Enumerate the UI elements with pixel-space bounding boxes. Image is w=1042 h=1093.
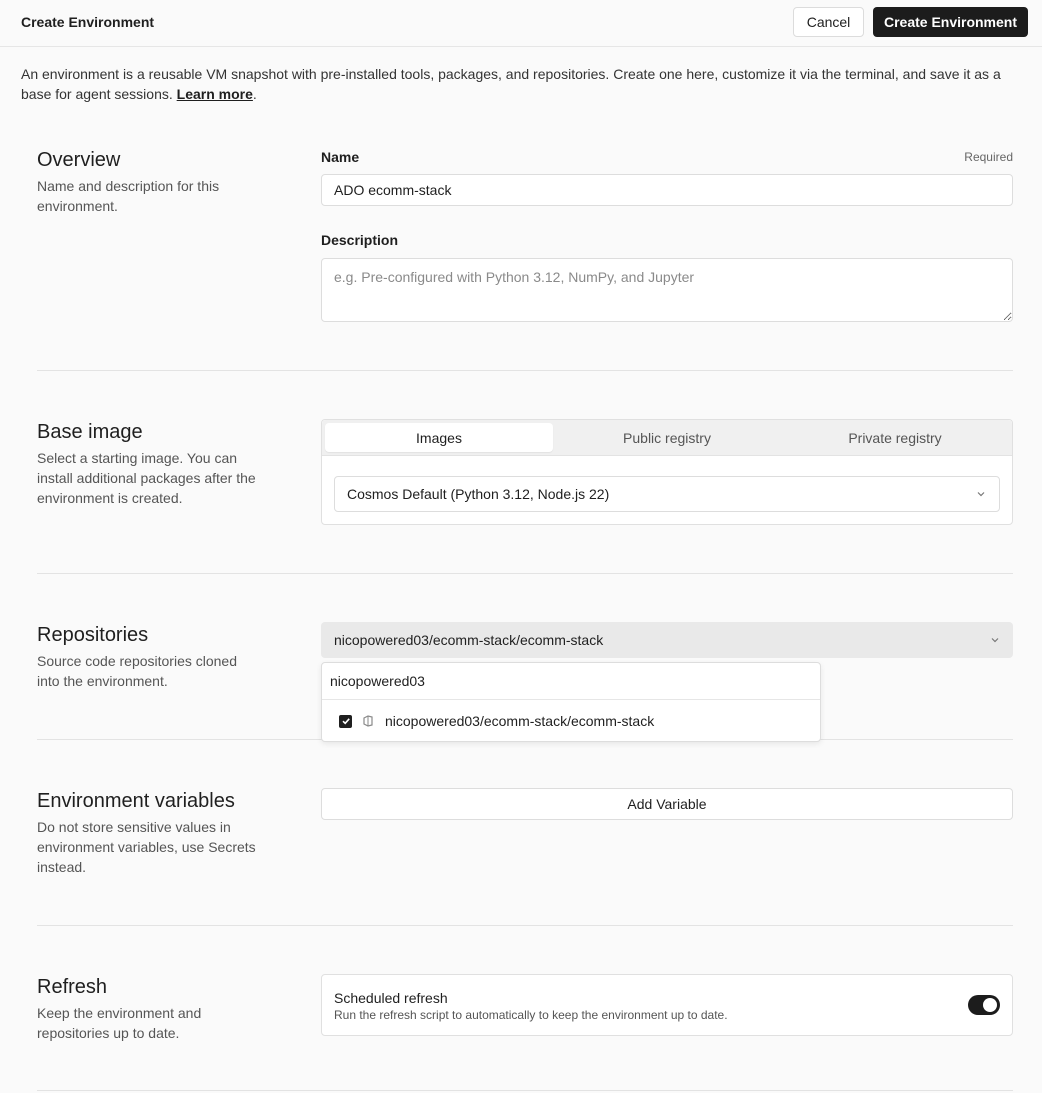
repository-option[interactable] [322, 701, 820, 741]
add-variable-button[interactable]: Add Variable [321, 788, 1013, 820]
learn-more-link[interactable]: Learn more [176, 86, 253, 102]
create-environment-button[interactable]: Create Environment [873, 7, 1028, 37]
scheduled-refresh-toggle[interactable] [968, 995, 1000, 1015]
refresh-title: Refresh [37, 976, 108, 998]
overview-description: Name and description for this environment. [37, 178, 220, 214]
description-label: Description [321, 232, 399, 248]
base-image-selected-value: Cosmos Default (Python 3.12, Node.js 22) [347, 486, 610, 502]
repositories-title: Repositories [37, 624, 149, 646]
repository-option-label: nicopowered03/ecomm-stack/ecomm-stack [385, 713, 655, 729]
header-bar [0, 0, 1042, 47]
required-label: Required [964, 150, 1013, 164]
name-label: Name [321, 149, 360, 165]
chevron-down-icon [989, 634, 1001, 646]
cancel-button[interactable]: Cancel [793, 7, 864, 37]
base-image-description: Select a starting image. You can install additional packages after the environment is created. [37, 450, 256, 506]
toggle-knob [983, 998, 997, 1012]
chevron-down-icon [975, 488, 987, 500]
repository-dropdown [321, 662, 821, 742]
section-divider [37, 573, 1013, 574]
check-icon [341, 716, 351, 726]
tab-images[interactable]: Images [325, 423, 553, 452]
image-source-tabs [322, 420, 1012, 456]
section-divider [37, 1090, 1013, 1091]
overview-title: Overview [37, 149, 121, 171]
scheduled-refresh-title: Scheduled refresh [334, 990, 448, 1006]
page-title: Create Environment [21, 14, 155, 30]
name-input[interactable] [321, 174, 1013, 206]
repository-search-input[interactable] [322, 663, 820, 700]
refresh-description: Keep the environment and repositories up to date. [37, 1005, 202, 1041]
description-textarea[interactable] [321, 258, 1013, 322]
intro-body: An environment is a reusable VM snapshot with pre-installed tools, packages, and repositories. Create one here, customize it via the terminal, and save it as a base for agent sessions. [21, 66, 1001, 102]
repositories-description: Source code repositories cloned into the environment. [37, 653, 238, 689]
repository-selected-value: nicopowered03/ecomm-stack/ecomm-stack [334, 632, 604, 648]
tab-public-registry[interactable]: Public registry [623, 429, 711, 446]
scheduled-refresh-description: Run the refresh script to automatically to keep the environment up to date. [334, 1008, 728, 1022]
section-divider [37, 925, 1013, 926]
checkbox-checked[interactable] [339, 715, 352, 728]
env-vars-description: Do not store sensitive values in environment variables, use Secrets instead. [37, 819, 256, 875]
repository-select[interactable] [321, 622, 1013, 658]
base-image-card [321, 419, 1013, 525]
scheduled-refresh-card [321, 974, 1013, 1036]
intro-text [21, 64, 1031, 104]
base-image-title: Base image [37, 421, 143, 443]
azure-devops-repo-icon [361, 714, 375, 728]
tab-private-registry[interactable]: Private registry [848, 429, 942, 446]
env-vars-title: Environment variables [37, 790, 235, 812]
section-divider [37, 370, 1013, 371]
base-image-select[interactable] [334, 476, 1000, 512]
intro-trailing: . [252, 86, 257, 102]
